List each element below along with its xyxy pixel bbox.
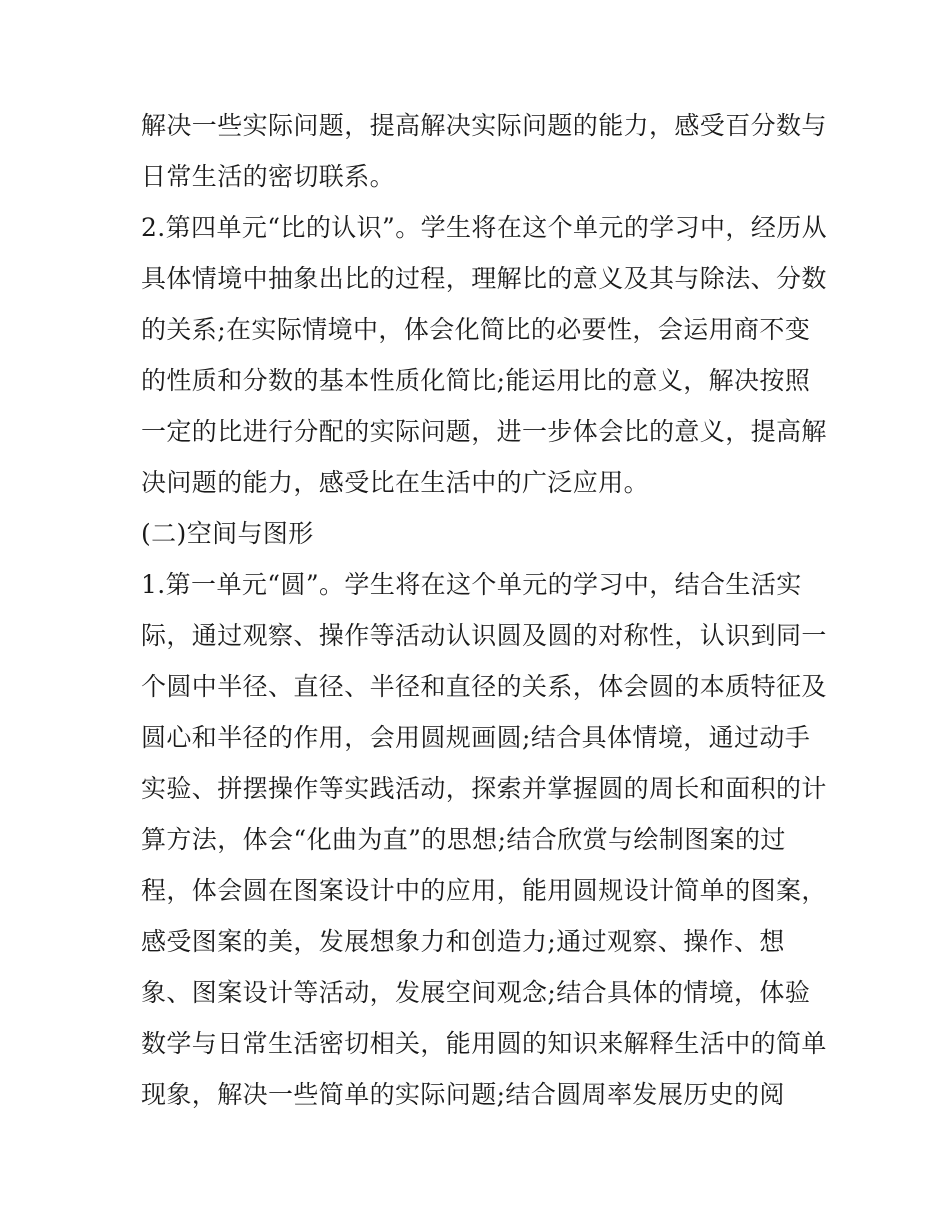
text-line: 个圆中半径、直径、半径和直径的关系，体会圆的本质特征及	[141, 672, 827, 701]
text-line: 的关系;在实际情境中，体会化简比的必要性，会运用商不变	[141, 315, 811, 344]
text-line: 数学与日常生活密切相关，能用圆的知识来解释生活中的简单	[141, 1029, 827, 1058]
text-line: 象、图案设计等活动，发展空间观念;结合具体的情境，体验	[141, 978, 811, 1007]
text-line: 2.第四单元“比的认识”。学生将在这个单元的学习中，经历从	[141, 213, 828, 242]
text-line: 决问题的能力，感受比在生活中的广泛应用。	[141, 468, 650, 497]
text-line: 圆心和半径的作用，会用圆规画圆;结合具体情境，通过动手	[141, 723, 811, 752]
text-line: 一定的比进行分配的实际问题，进一步体会比的意义，提高解	[141, 417, 827, 446]
section-heading: (二)空间与图形	[141, 519, 314, 548]
text-line: 算方法，体会“化曲为直”的思想;结合欣赏与绘制图案的过	[141, 825, 786, 854]
text-line: 具体情境中抽象出比的过程，理解比的意义及其与除法、分数	[141, 264, 827, 293]
text-line: 日常生活的密切联系。	[141, 162, 396, 191]
text-line: 际，通过观察、操作等活动认识圆及圆的对称性，认识到同一	[141, 621, 827, 650]
document-body	[141, 100, 828, 1120]
text-line: 感受图案的美，发展想象力和创造力;通过观察、操作、想	[141, 927, 785, 956]
text-line: 实验、拼摆操作等实践活动，探索并掌握圆的周长和面积的计	[141, 774, 827, 803]
text-line: 现象，解决一些简单的实际问题;结合圆周率发展历史的阅	[141, 1080, 785, 1109]
text-line: 1.第一单元“圆”。学生将在这个单元的学习中，结合生活实	[141, 570, 802, 599]
text-line: 的性质和分数的基本性质化简比;能运用比的意义，解决按照	[141, 366, 811, 395]
text-line: 程，体会圆在图案设计中的应用，能用圆规设计简单的图案，	[141, 876, 827, 905]
text-line: 解决一些实际问题，提高解决实际问题的能力，感受百分数与	[141, 111, 827, 140]
